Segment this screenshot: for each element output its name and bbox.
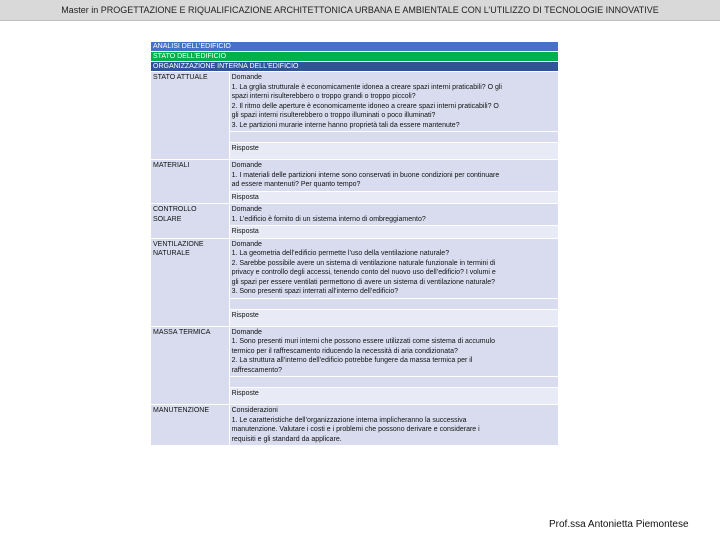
- question-line: 1. La grglia strutturale è economicamente idonea a creare spazi interni praticabili? O gli: [231, 83, 502, 91]
- band-organizzazione-label: ORGANIZZAZIONE INTERNA DELL’EDIFICIO: [151, 62, 559, 72]
- answer-massa-termica: Risposte: [229, 388, 558, 405]
- question-line: 1. L’edificio è fornito di un sistema interno di ombreggiamento?: [231, 215, 426, 223]
- row-stato-attuale: [151, 72, 559, 132]
- question-line: raffrescamento?: [231, 366, 283, 374]
- question-line: 3. Sono presenti spazi interrati all’interno dell’edificio?: [231, 288, 399, 295]
- spacer-cell: [229, 132, 558, 143]
- question-line: 2. La struttura all’interno dell’edificio potrebbe fungere da massa termica per il: [231, 357, 473, 364]
- question-line: 1. La geometria dell’edificio permette l’uso della ventilazione naturale?: [231, 250, 450, 257]
- row-massa-termica: [151, 326, 559, 377]
- questions-materiali: [229, 160, 558, 192]
- row-label-ventilazione: [151, 238, 230, 326]
- band-organizzazione: [151, 62, 559, 72]
- row-label-massa-termica: MASSA TERMICA: [151, 326, 230, 405]
- label-line: NATURALE: [153, 250, 190, 257]
- row-materiali: [151, 160, 559, 192]
- question-line: 1. I materiali delle partizioni interne sono conservati in buone condizioni per continuare: [231, 171, 500, 179]
- question-line: privacy e controllo degli accessi, tenendo conto del nuovo uso dell’edificio? I volumi e: [231, 269, 496, 276]
- consideration-line: manutenzione. Valutare i costi e i problemi che possono derivare e considerare i: [231, 426, 480, 433]
- row-label-stato-attuale: STATO ATTUALE: [151, 72, 230, 160]
- considerations-heading: Considerazioni: [231, 407, 278, 414]
- row-label-materiali: MATERIALI: [151, 160, 230, 204]
- answer-controllo-solare: Risposta: [229, 226, 558, 239]
- questions-heading: Domande: [231, 74, 262, 81]
- questions-heading: Domande: [231, 162, 262, 169]
- questions-ventilazione: [229, 238, 558, 298]
- answer-stato-attuale: Risposte: [229, 143, 558, 160]
- question-line: 2. Sarebbe possibile avere un sistema di ventilazione naturale funzionale in termini di: [231, 259, 496, 267]
- question-line: 3. Le partizioni murarie interne hanno proprietà tali da essere mantenute?: [231, 121, 460, 129]
- row-label-manutenzione: MANUTENZIONE: [151, 405, 230, 446]
- question-line: gli spazi interni risulterebbero o troppo illuminati o poco illuminati?: [231, 112, 436, 119]
- consideration-line: requisiti e gli standard da applicare.: [231, 435, 342, 443]
- considerations-manutenzione: [229, 405, 558, 446]
- question-line: 2. Il ritmo delle aperture è economicamente idoneo a creare spazi interni praticabili? O: [231, 102, 499, 110]
- answer-ventilazione: Risposte: [229, 309, 558, 326]
- header-title: Master in PROGETTAZIONE E RIQUALIFICAZIONE ARCHITETTONICA URBANA E AMBIENTALE CON L’UTILIZZO DI TECNOLOGIE INNOVATIVE: [61, 5, 659, 15]
- spacer-cell: [229, 377, 558, 388]
- label-line: SOLARE: [153, 215, 182, 223]
- band-stato: [151, 52, 559, 62]
- answer-materiali: Risposta: [229, 191, 558, 204]
- question-line: 1. Sono presenti muri interni che possono essere utilizzati come sistema di accumulo: [231, 338, 495, 345]
- questions-heading: Domande: [231, 240, 262, 248]
- presentation-header: [0, 0, 720, 21]
- row-ventilazione: [151, 238, 559, 298]
- questions-massa-termica: [229, 326, 558, 377]
- consideration-line: 1. Le caratteristiche dell’organizzazione interna implicheranno la successiva: [231, 416, 467, 424]
- band-analisi: [151, 42, 559, 52]
- questions-heading: Domande: [231, 206, 262, 213]
- question-line: termico per il raffrescamento riducendo la necessità di aria condizionata?: [231, 347, 458, 355]
- spacer-cell: [229, 298, 558, 309]
- label-line: VENTILAZIONE: [153, 240, 204, 248]
- row-controllo-solare: [151, 204, 559, 226]
- row-label-controllo-solare: [151, 204, 230, 239]
- band-stato-label: STATO DELL’EDIFICIO: [151, 52, 559, 62]
- question-line: spazi interni risulterebbero o troppo grandi o troppo piccoli?: [231, 93, 416, 100]
- building-analysis-table: [150, 41, 559, 446]
- questions-heading: Domande: [231, 328, 262, 336]
- question-line: gli spazi per essere ventilati permettono di avere un sistema di ventilazione naturale?: [231, 278, 495, 286]
- row-manutenzione: [151, 405, 559, 446]
- questions-stato-attuale: [229, 72, 558, 132]
- questions-controllo-solare: [229, 204, 558, 226]
- band-analisi-label: ANALISI DELL’EDIFICIO: [151, 42, 559, 52]
- question-line: ad essere mantenuti? Per quanto tempo?: [231, 181, 361, 188]
- author-credit: Prof.ssa Antonietta Piemontese: [549, 519, 689, 530]
- label-line: CONTROLLO: [153, 206, 197, 213]
